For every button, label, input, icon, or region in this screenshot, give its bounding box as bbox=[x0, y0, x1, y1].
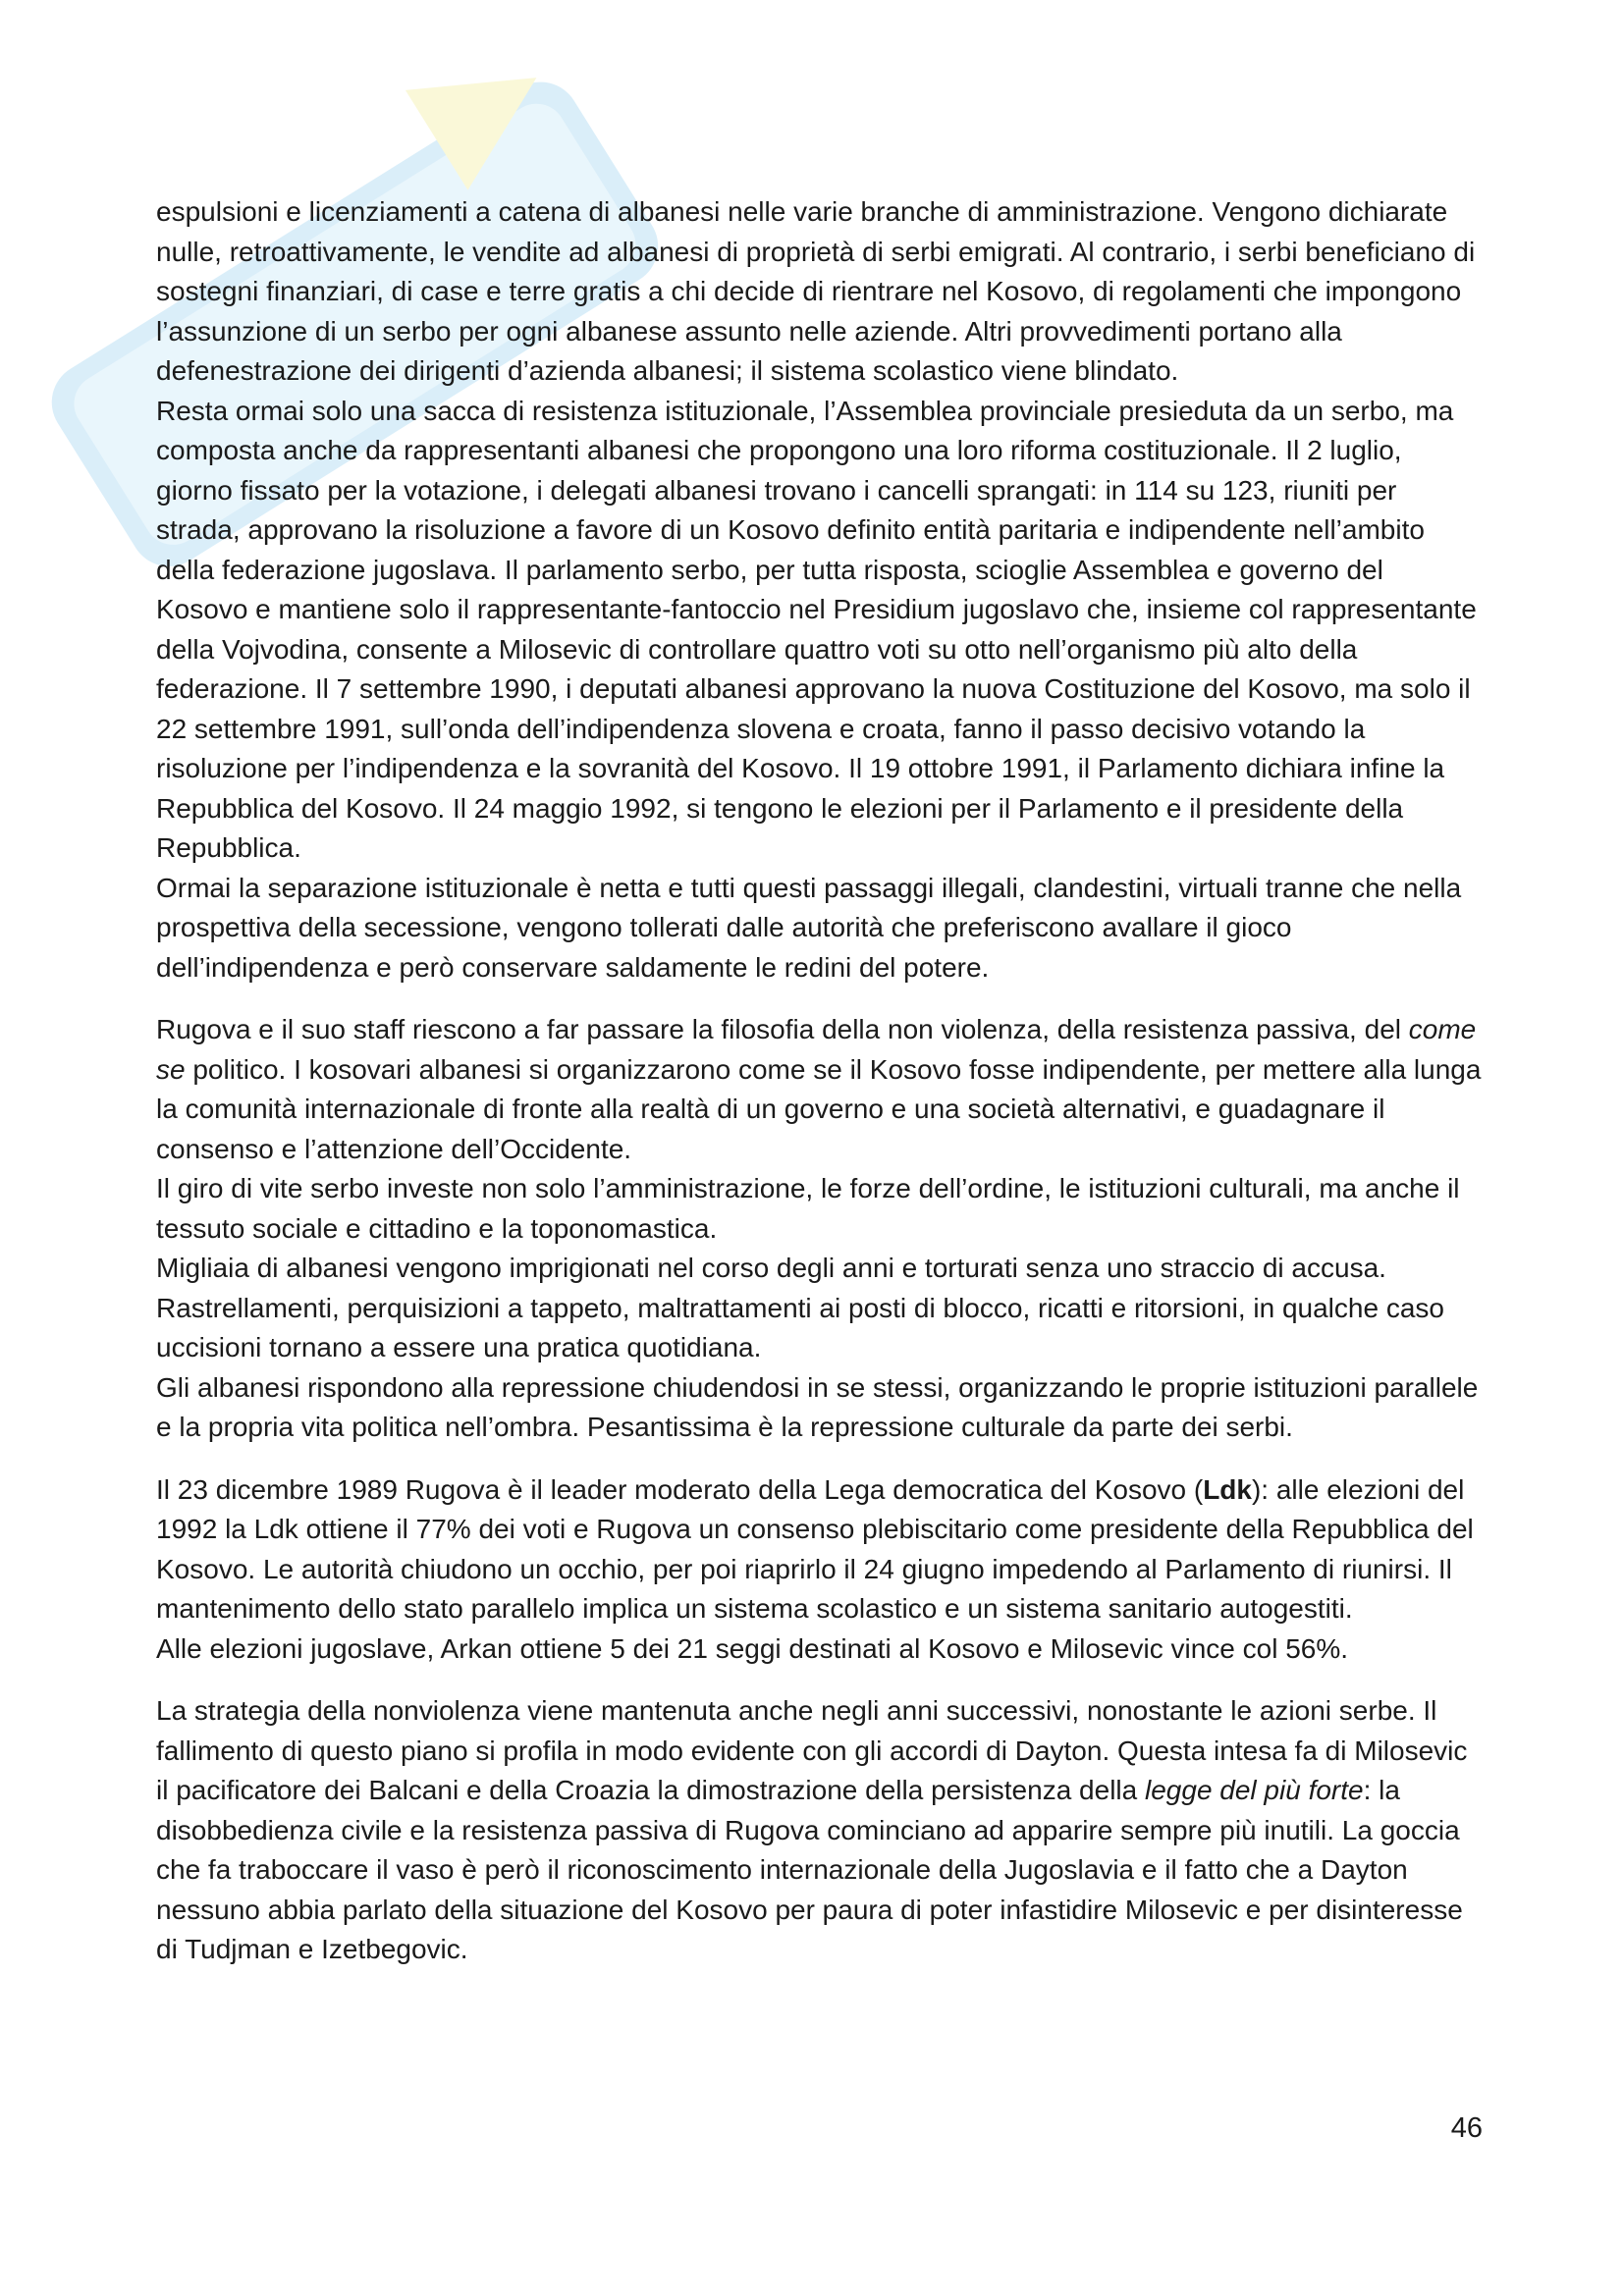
paragraph: espulsioni e licenziamenti a catena di albanesi nelle varie branche di amministrazione. Vengono dichiarate nulle, retroattivamente, le vendite ad albanesi di proprietà di serbi emigrati. Al contrario, i serbi beneficiano di sostegni finanziari, di case e terre gratis a chi decide di rientrare nel Kosovo, di regolamenti che impongono l’assunzione di un serbo per ogni albanese assunto nelle aziende. Altri provvedimenti portano alla defenestrazione dei dirigenti d’azienda albanesi; il sistema scolastico viene blindato. bbox=[156, 196, 1476, 386]
text-run: Rugova e il suo staff riescono a far passare la filosofia della non violenza, della resistenza passiva, del bbox=[156, 1014, 1409, 1044]
text-block-3 bbox=[156, 1470, 1482, 1670]
text-run: politico. I kosovari albanesi si organizzarono come se il Kosovo fosse indipendente, per mettere alla lunga la comunità internazionale di fronte alla realtà di un governo e una società alternativi, e guadagnare il consenso e l’attenzione dell’Occidente. bbox=[156, 1053, 1482, 1164]
paragraph bbox=[156, 1691, 1482, 1970]
text-block-4 bbox=[156, 1691, 1482, 1970]
text-run: : la disobbedienza civile e la resistenza passiva di Rugova cominciano ad apparire sempre più inutili. La goccia che fa traboccare il vaso è però il riconoscimento internazionale della Jugoslavia e il fatto che a Dayton nessuno abbia parlato della situazione del Kosovo per paura di poter infastidire Milosevic e per disinteresse di Tudjman e Izetbegovic. bbox=[156, 1775, 1463, 1964]
text-run: Il 23 dicembre 1989 Rugova è il leader moderato della Lega democratica del Kosovo ( bbox=[156, 1473, 1204, 1505]
bold-term: Ldk bbox=[1203, 1473, 1252, 1505]
italic-term: legge del più forte bbox=[1145, 1775, 1364, 1805]
text-run: ): alle elezioni del 1992 la Ldk ottiene il 77% dei voti e Rugova un consenso plebiscitario come presidente della Repubblica del Kosovo. Le autorità chiudono un occhio, per poi riaprirlo il 24 giugno impedendo al Parlamento di riunirsi. Il mantenimento dello stato parallelo implica un sistema scolastico e un sistema sanitario autogestiti. bbox=[156, 1473, 1474, 1624]
document-body bbox=[156, 192, 1482, 1993]
paragraph: Resta ormai solo una sacca di resistenza istituzionale, l’Assemblea provinciale presieduta da un serbo, ma composta anche da rappresentanti albanesi che propongono una loro riforma costituzionale. Il 2 luglio, giorno fissato per la votazione, i delegati albanesi trovano i cancelli sprangati: in 114 su 123, riuniti per strada, approvano la risoluzione a favore di un Kosovo definito entità paritaria e indipendente nell’ambito della federazione jugoslava. Il parlamento serbo, per tutta risposta, scioglie Assemblea e governo del Kosovo e mantiene solo il rappresentante-fantoccio nel Presidium jugoslavo che, insieme col rappresentante della Vojvodina, consente a Milosevic di controllare quattro voti su otto nell’organismo più alto della federazione. Il 7 settembre 1990, i deputati albanesi approvano la nuova Costituzione del Kosovo, ma solo il 22 settembre 1991, sull’onda dell’indipendenza slovena e croata, fanno il passo decisivo votando la risoluzione per l’indipendenza e la sovranità del Kosovo. Il 19 ottobre 1991, il Parlamento dichiara infine la Repubblica del Kosovo. Il 24 maggio 1992, si tengono le elezioni per il Parlamento e il presidente della Repubblica. bbox=[156, 395, 1477, 863]
text-block-2 bbox=[156, 1010, 1482, 1448]
paragraph: Ormai la separazione istituzionale è netta e tutti questi passaggi illegali, clandestini, virtuali tranne che nella prospettiva della secessione, vengono tollerati dalle autorità che preferiscono avallare il gioco dell’indipendenza e però conservare saldamente le redini del potere. bbox=[156, 872, 1462, 983]
text-block-1 bbox=[156, 192, 1482, 988]
paragraph: Alle elezioni jugoslave, Arkan ottiene 5 dei 21 seggi destinati al Kosovo e Milosevic vince col 56%. bbox=[156, 1632, 1349, 1664]
paragraph bbox=[156, 1010, 1482, 1169]
paragraph: Gli albanesi rispondono alla repressione chiudendosi in se stessi, organizzando le proprie istituzioni parallele e la propria vita politica nell’ombra. Pesantissima è la repressione culturale da parte dei serbi. bbox=[156, 1371, 1479, 1442]
italic-term: come se bbox=[156, 1014, 1477, 1085]
text-run: La strategia della nonviolenza viene mantenuta anche negli anni successivi, nonostante le azioni serbe. Il fallimento di questo piano si profila in modo evidente con gli accordi di Dayton. Questa intesa fa di Milosevic il pacificatore dei Balcani e della Croazia la dimostrazione della persistenza della bbox=[156, 1695, 1468, 1805]
page-number: 46 bbox=[1450, 2112, 1483, 2144]
paragraph: Il giro di vite serbo investe non solo l’amministrazione, le forze dell’ordine, le istituzioni culturali, ma anche il tessuto sociale e cittadino e la toponomastica. bbox=[156, 1173, 1460, 1244]
paragraph bbox=[156, 1470, 1482, 1629]
paragraph: Migliaia di albanesi vengono imprigionati nel corso degli anni e torturati senza uno straccio di accusa. Rastrellamenti, perquisizioni a tappeto, maltrattamenti ai posti di blocco, ricatti e ritorsioni, in qualche caso uccisioni tornano a essere una pratica quotidiana. bbox=[156, 1253, 1444, 1362]
